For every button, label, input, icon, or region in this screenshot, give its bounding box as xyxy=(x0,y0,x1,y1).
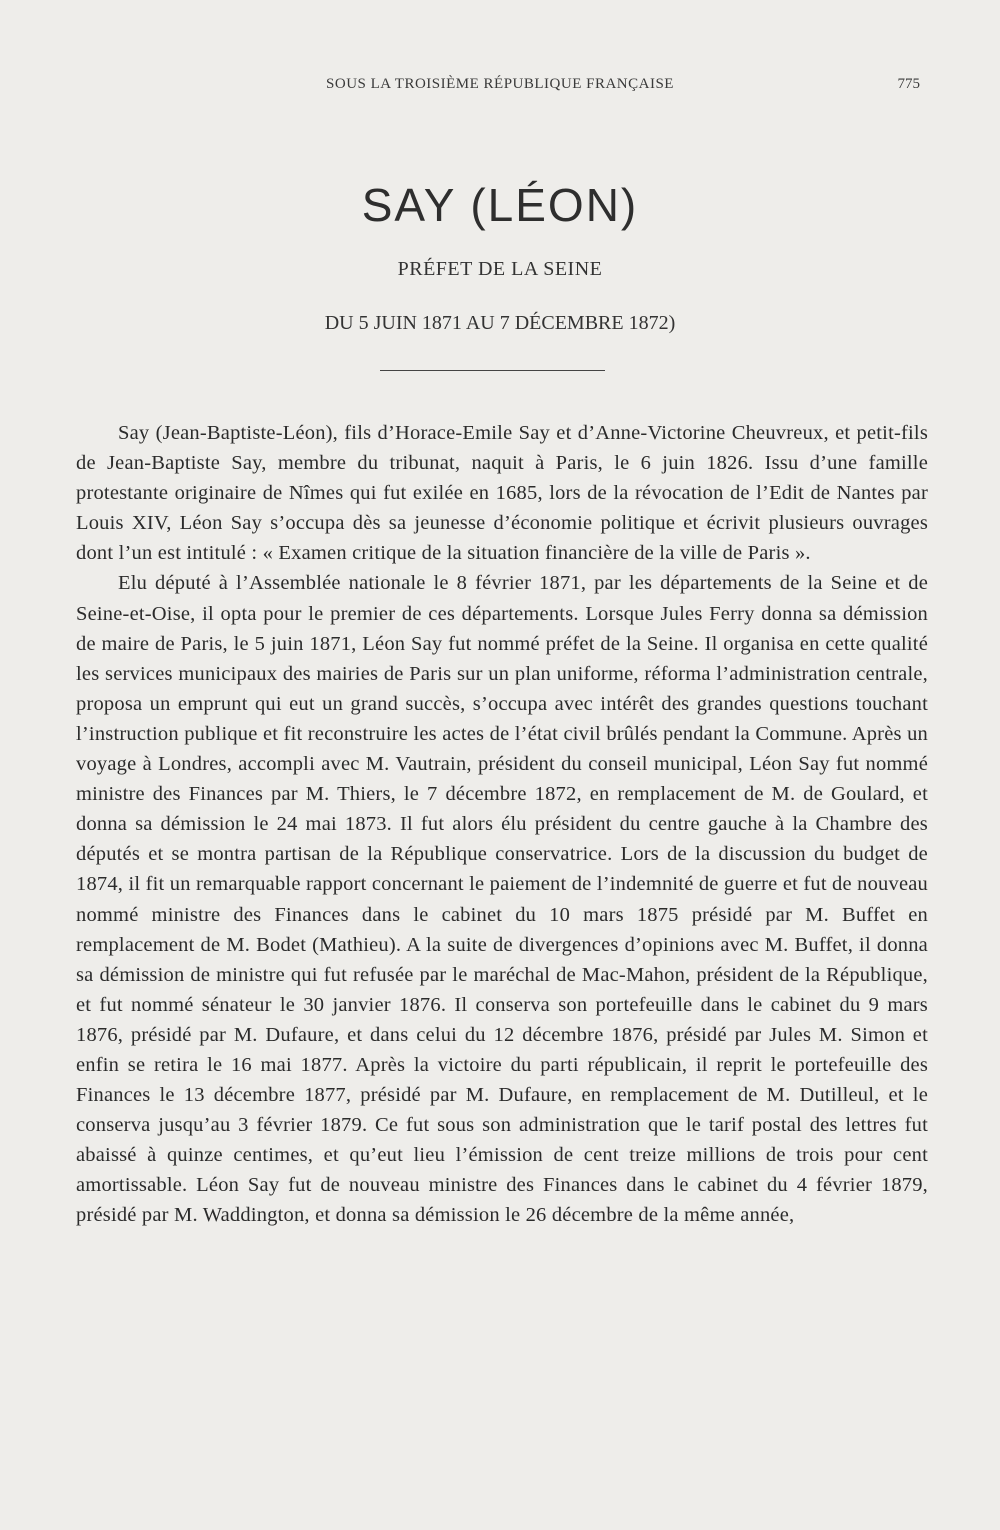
article-subtitle: PRÉFET DE LA SEINE xyxy=(397,258,603,280)
running-header xyxy=(0,76,1000,100)
running-title: SOUS LA TROISIÈME RÉPUBLIQUE FRANÇAISE xyxy=(326,76,674,92)
page-number: 775 xyxy=(897,76,920,92)
article-body xyxy=(76,418,928,1231)
title-divider xyxy=(380,370,605,371)
article-title: SAY (LÉON) xyxy=(361,179,639,231)
article-dates: DU 5 JUIN 1871 AU 7 DÉCEMBRE 1872) xyxy=(324,312,676,334)
paragraph: Say (Jean-Baptiste-Léon), fils d’Horace-Emile Say et d’Anne-Victorine Cheuvreux, et petit-fils de Jean-Baptiste Say, membre du tribunat, naquit à Paris, le 6 juin 1826. Issu d’une famille protestante originaire de Nîmes qui fut exilée en 1685, lors de la révocation de l’Edit de Nantes par Louis XIV, Léon Say s’occupa dès sa jeunesse d’économie politique et écrivit plusieurs ouvrages dont l’un est intitulé : « Examen critique de la situation financière de la ville de Paris ». xyxy=(76,422,928,565)
paragraph: Elu député à l’Assemblée nationale le 8 février 1871, par les départements de la Seine et de Seine-et-Oise, il opta pour le premier de ces départements. Lorsque Jules Ferry donna sa démission de maire de Paris, le 5 juin 1871, Léon Say fut nommé préfet de la Seine. Il organisa en cette qualité les services municipaux des mairies de Paris sur un plan uniforme, réforma l’administration centrale, proposa un emprunt qui eut un grand succès, s’occupa avec intérêt des grandes questions touchant l’instruction publique et fit reconstruire les actes de l’état civil brûlés pendant la Commune. Après un voyage à Londres, accompli avec M. Vautrain, président du conseil municipal, Léon Say fut nommé ministre des Finances par M. Thiers, le 7 décembre 1872, en remplacement de M. de Goulard, et donna sa démission le 24 mai 1873. Il fut alors élu président du centre gauche à la Chambre des députés et se montra partisan de la République conservatrice. Lors de la discussion du budget de 1874, il fit un remarquable rapport concernant le paiement de l’indemnité de guerre et fut de nouveau nommé ministre des Finances dans le cabinet du 10 mars 1875 présidé par M. Buffet en remplacement de M. Bodet (Mathieu). A la suite de divergences d’opinions avec M. Buffet, il donna sa démission de ministre qui fut refusée par le maréchal de Mac-Mahon, président de la République, et fut nommé sénateur le 30 janvier 1876. Il conserva son portefeuille dans le cabinet du 9 mars 1876, présidé par M. Dufaure, et dans celui du 12 décembre 1876, présidé par Jules M. Simon et enfin se retira le 16 mai 1877. Après la victoire du parti républicain, il reprit le portefeuille des Finances le 13 décembre 1877, présidé par M. Dufaure, en remplacement de M. Dutilleul, et le conserva jusqu’au 3 février 1879. Ce fut sous son administration que le tarif postal des lettres fut abaissé à quinze centimes, et qu’eut lieu l’émission de cent treize millions de trois pour cent amortissable. Léon Say fut de nouveau ministre des Finances dans le cabinet du 4 février 1879, présidé par M. Waddington, et donna sa démission le 26 décembre de la même année, xyxy=(76,572,928,1227)
